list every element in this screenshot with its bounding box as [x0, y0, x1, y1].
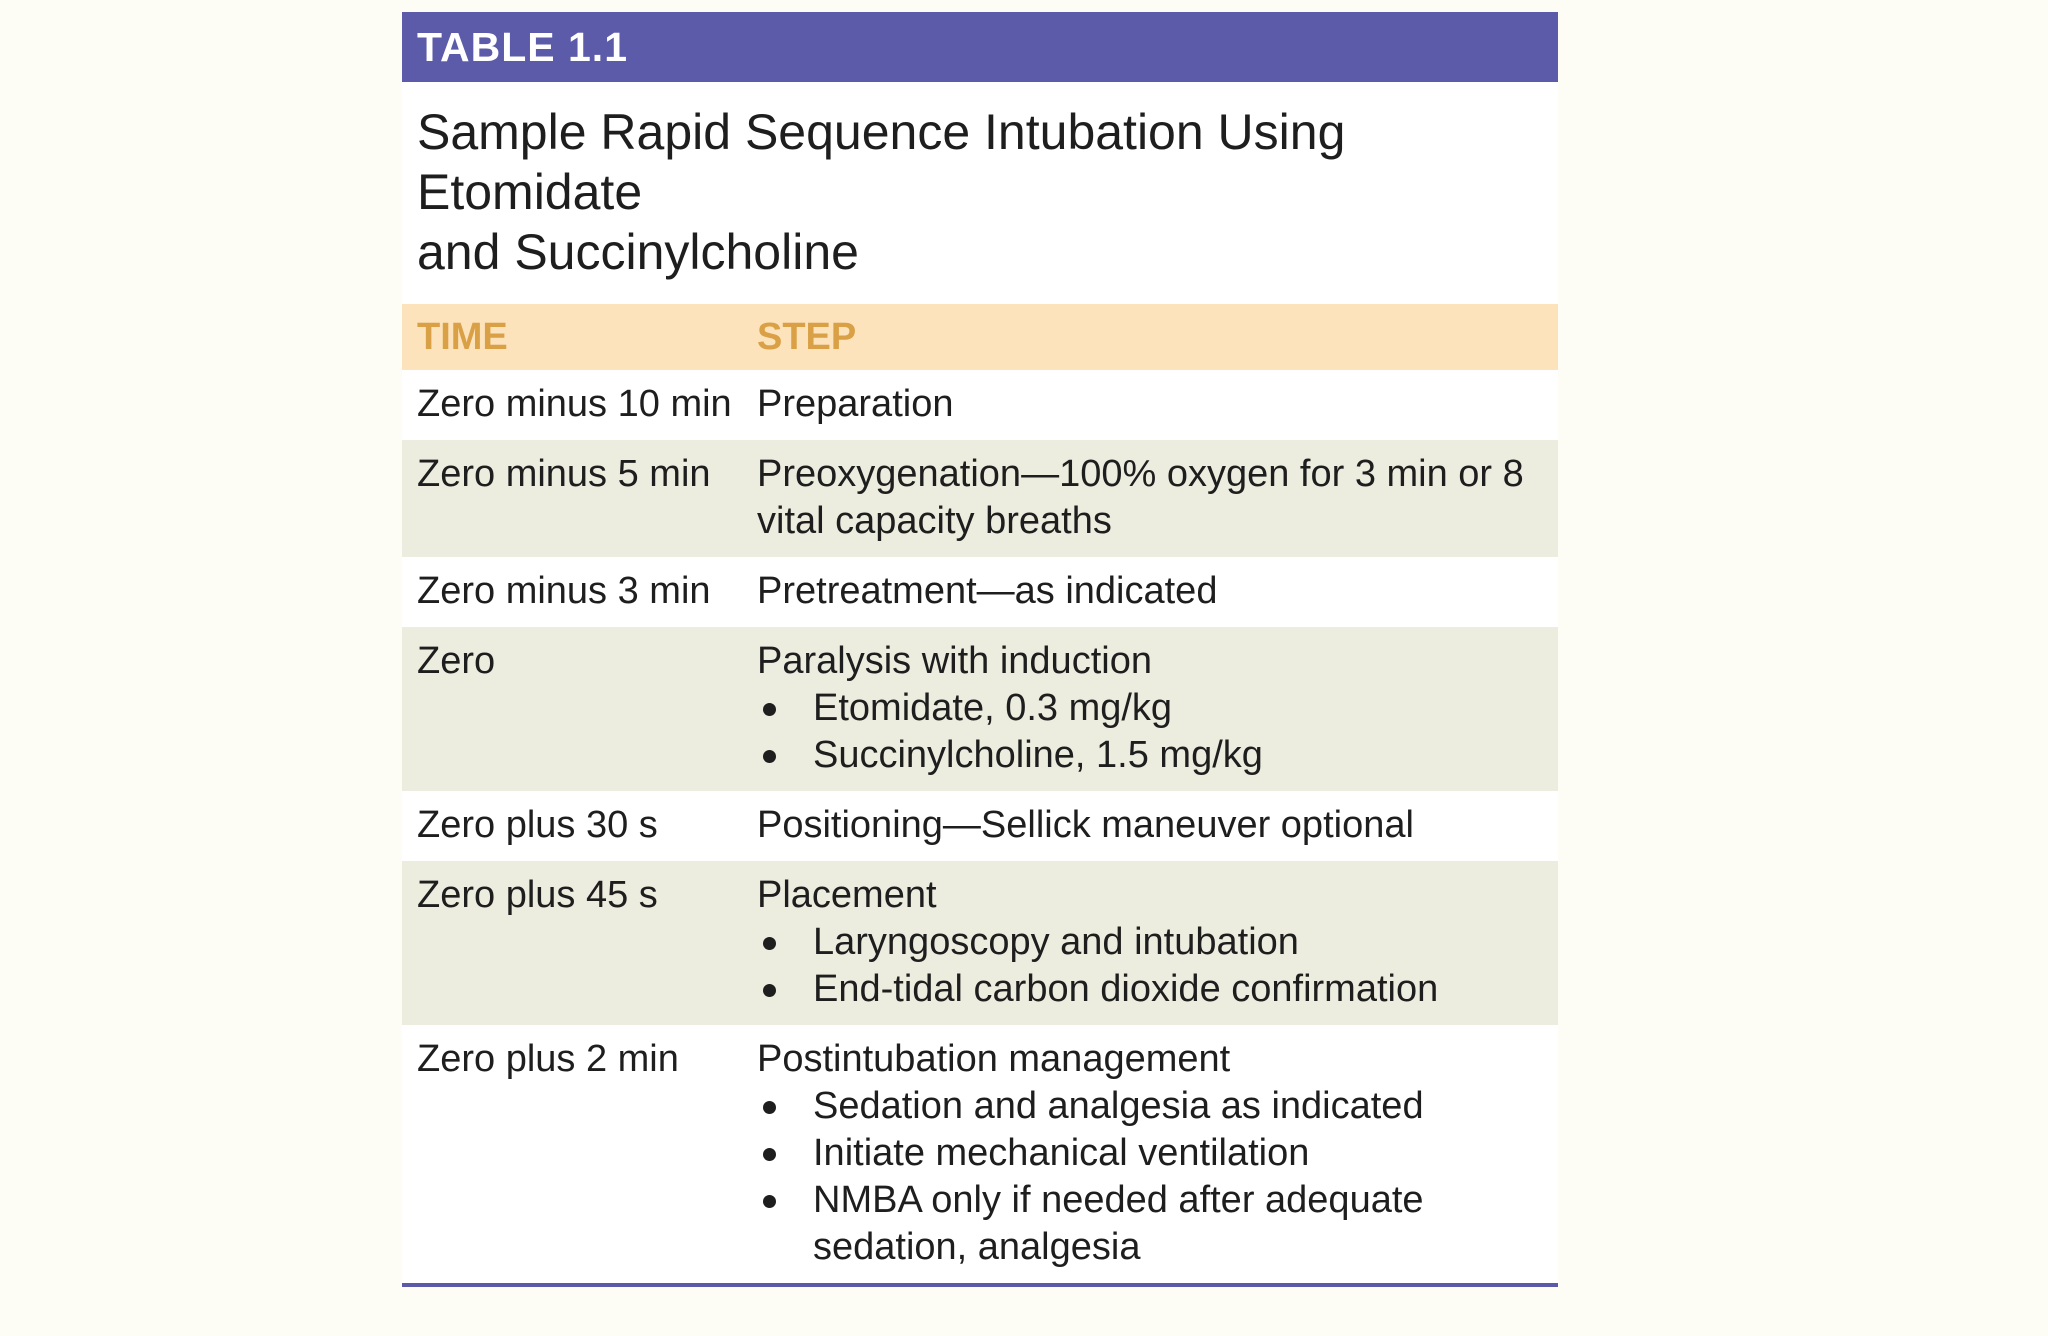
- step-bullet-item: NMBA only if needed after adequate sedation, analgesia: [757, 1177, 1538, 1271]
- table-body: [402, 370, 1558, 1283]
- step-cell: [757, 627, 1558, 791]
- step-cell: [757, 440, 1558, 557]
- step-cell: [757, 370, 1558, 440]
- step-bullet-item: Initiate mechanical ventilation: [757, 1130, 1538, 1177]
- time-cell: Zero minus 10 min: [417, 383, 732, 425]
- table-header-row: [402, 304, 1558, 370]
- step-text: Placement: [757, 874, 937, 916]
- table-row: [402, 627, 1558, 791]
- time-cell: Zero plus 45 s: [417, 874, 658, 916]
- step-text: Preoxygenation—100% oxygen for 3 min or 8 vital capacity breaths: [757, 453, 1524, 542]
- step-text: Pretreatment—as indicated: [757, 570, 1218, 612]
- step-text: Preparation: [757, 383, 954, 425]
- table-row: [402, 440, 1558, 557]
- time-cell: Zero minus 5 min: [417, 453, 711, 495]
- header-step: STEP: [757, 316, 857, 358]
- step-bullet-item: Sedation and analgesia as indicated: [757, 1083, 1538, 1130]
- step-cell: [757, 861, 1558, 1025]
- header-time: TIME: [417, 316, 508, 358]
- step-bullet-item: Laryngoscopy and intubation: [757, 919, 1538, 966]
- table-title-line-2: and Succinylcholine: [417, 224, 859, 280]
- step-cell: [757, 791, 1558, 861]
- time-cell: Zero minus 3 min: [417, 570, 711, 612]
- step-text: Postintubation management: [757, 1038, 1231, 1080]
- step-text: Positioning—Sellick maneuver optional: [757, 804, 1414, 846]
- step-bullet-item: Etomidate, 0.3 mg/kg: [757, 685, 1538, 732]
- table-label: TABLE 1.1: [402, 12, 1558, 82]
- rsi-table: [402, 12, 1558, 1287]
- step-bullet-list: [757, 919, 1538, 1013]
- table-row: [402, 370, 1558, 440]
- table-title: [402, 82, 1558, 304]
- table-title-line-1: Sample Rapid Sequence Intubation Using Etomidate: [417, 104, 1346, 220]
- time-cell: Zero: [417, 640, 496, 682]
- table-row: [402, 557, 1558, 627]
- table-row: [402, 1025, 1558, 1283]
- table-row: [402, 861, 1558, 1025]
- step-bullet-item: End-tidal carbon dioxide confirmation: [757, 966, 1538, 1013]
- time-cell: Zero plus 30 s: [417, 804, 658, 846]
- step-cell: [757, 1025, 1558, 1283]
- time-cell: Zero plus 2 min: [417, 1038, 679, 1080]
- step-bullet-list: [757, 1083, 1538, 1271]
- step-bullet-item: Succinylcholine, 1.5 mg/kg: [757, 732, 1538, 779]
- table-row: [402, 791, 1558, 861]
- step-text: Paralysis with induction: [757, 640, 1152, 682]
- step-bullet-list: [757, 685, 1538, 779]
- step-cell: [757, 557, 1558, 627]
